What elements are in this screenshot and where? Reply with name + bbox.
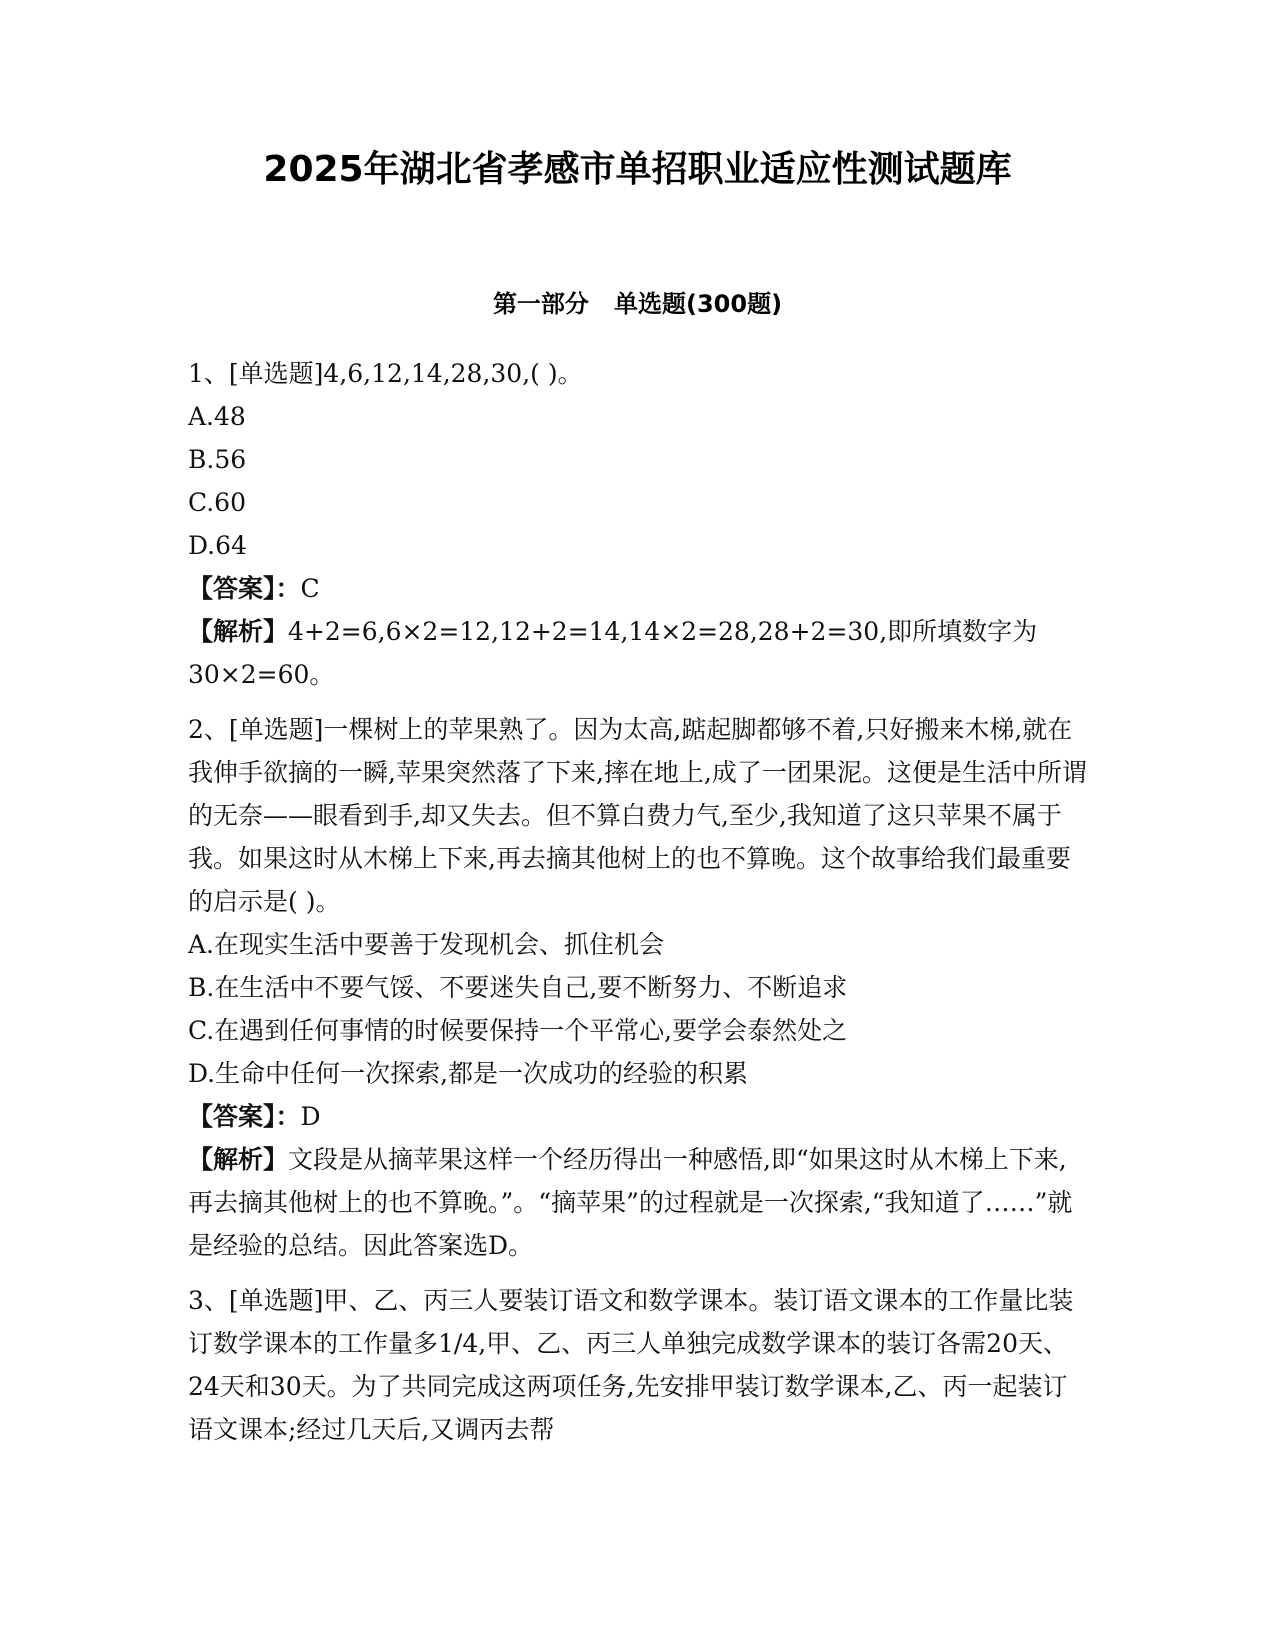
question-item	[188, 708, 1088, 1267]
answer-separator: ：	[275, 1102, 301, 1131]
document-title: 2025年湖北省孝感市单招职业适应性测试题库	[263, 149, 1012, 190]
option-b: B.56	[188, 445, 247, 474]
question-item	[188, 352, 1088, 696]
option-a: A.在现实生活中要善于发现机会、抓住机会	[188, 930, 665, 959]
question-text: 甲、乙、丙三人要装订语文和数学课本。装订语文课本的工作量比装订数学课本的工作量多1/4,甲、乙、丙三人单独完成数学课本的装订各需20天、24天和30天。为了共同完成这两项任务,先安排甲装订数学课本,乙、丙一起装订语文课本;经过几天后,又调丙去帮	[188, 1286, 1074, 1444]
answer-separator: ：	[275, 574, 301, 603]
option-b: B.在生活中不要气馁、不要迷失自己,要不断努力、不断追求	[188, 973, 848, 1002]
option-c: C.60	[188, 488, 246, 517]
answer-line	[188, 1095, 1088, 1138]
analysis-line	[188, 610, 1088, 696]
analysis-text: 4+2=6,6×2=12,12+2=14,14×2=28,28+2=30,即所填数字为30×2=60。	[188, 617, 1038, 689]
question-number: 3、	[188, 1286, 229, 1315]
question-stem	[188, 1279, 1088, 1451]
option-a: A.48	[188, 402, 246, 431]
option-d: D.生命中任何一次探索,都是一次成功的经验的积累	[188, 1059, 749, 1088]
question-list	[188, 352, 1088, 1463]
question-number: 2、	[188, 715, 229, 744]
question-text: 一棵树上的苹果熟了。因为太高,踮起脚都够不着,只好搬来木梯,就在我伸手欲摘的一瞬,苹果突然落了下来,摔在地上,成了一团果泥。这便是生活中所谓的无奈——眼看到手,却又失去。但不算白费力气,至少,我知道了这只苹果不属于我。如果这时从木梯上下来,再去摘其他树上的也不算晚。这个故事给我们最重要的启示是( )。	[188, 715, 1087, 916]
option-d: D.64	[188, 531, 247, 560]
answer-label: 【答案】	[188, 1102, 276, 1131]
question-type-tag: [单选题]	[228, 715, 324, 744]
question-stem	[188, 352, 1088, 395]
analysis-label: 【解析】	[188, 1145, 289, 1174]
option-c: C.在遇到任何事情的时候要保持一个平常心,要学会泰然处之	[188, 1016, 848, 1045]
question-type-tag: [单选题]	[228, 1286, 324, 1315]
analysis-label: 【解析】	[188, 617, 289, 646]
analysis-text: 文段是从摘苹果这样一个经历得出一种感悟,即“如果这时从木梯上下来,再去摘其他树上的也不算晚。”。“摘苹果”的过程就是一次探索,“我知道了……”就是经验的总结。因此答案选D。	[188, 1145, 1073, 1260]
question-stem	[188, 708, 1088, 923]
question-item	[188, 1279, 1088, 1451]
question-text: 4,6,12,14,28,30,( )。	[323, 359, 583, 388]
answer-value: D	[300, 1102, 321, 1131]
question-type-tag: [单选题]	[228, 359, 324, 388]
section-title: 第一部分 单选题(300题)	[492, 290, 783, 318]
answer-label: 【答案】	[188, 574, 276, 603]
answer-line	[188, 567, 1088, 610]
analysis-line	[188, 1138, 1088, 1267]
answer-value: C	[300, 574, 320, 603]
question-number: 1、	[188, 359, 229, 388]
